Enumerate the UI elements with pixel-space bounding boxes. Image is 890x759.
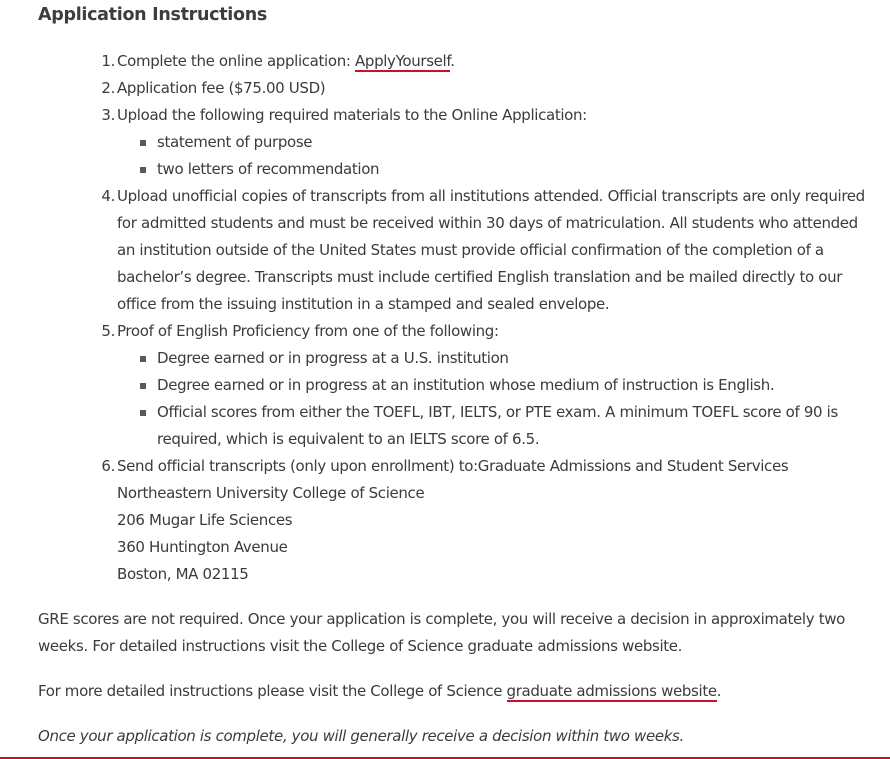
list-item (157, 129, 877, 156)
list-item-text: Degree earned or in progress at a U.S. institution (157, 349, 509, 367)
graduate-admissions-website-link[interactable]: graduate admissions website (506, 682, 717, 700)
list-item-step-5 (101, 318, 877, 453)
list-item-step-1 (101, 48, 877, 75)
list-item (157, 156, 877, 183)
english-proficiency-list (117, 345, 877, 453)
gre-note-paragraph: GRE scores are not required. Once your application is complete, you will receive a decision in approximately two weeks. For detailed instructions visit the College of Science graduate admissions website. (38, 610, 845, 655)
step-text: Send official transcripts (only upon enrollment) to:Graduate Admissions and Student Services (117, 457, 789, 475)
list-item (157, 345, 877, 372)
step-number: 2. (101, 79, 115, 97)
step-number: 3. (101, 106, 115, 124)
square-bullet-icon (140, 167, 146, 173)
step-number: 4. (101, 187, 115, 205)
paragraph-text: For more detailed instructions please visit the College of Science (38, 682, 507, 700)
step-text: Complete the online application: (117, 52, 355, 70)
page-title: Application Instructions (38, 5, 267, 25)
apply-yourself-link[interactable]: ApplyYourself (354, 52, 451, 70)
step-text: Upload the following required materials to the Online Application: (117, 106, 587, 124)
list-item-step-6 (101, 453, 877, 588)
square-bullet-icon (140, 140, 146, 146)
step-number: 1. (101, 52, 115, 70)
list-item-text: Degree earned or in progress at an institution whose medium of instruction is English. (157, 376, 775, 394)
required-materials-list (117, 129, 877, 183)
step-text: Proof of English Proficiency from one of the following: (117, 322, 499, 340)
square-bullet-icon (140, 410, 146, 416)
square-bullet-icon (140, 356, 146, 362)
address-line: 206 Mugar Life Sciences (117, 511, 293, 529)
list-item-text: statement of purpose (157, 133, 313, 151)
list-item-step-2 (101, 75, 877, 102)
step-number: 6. (101, 457, 115, 475)
step-text: Application fee ($75.00 USD) (117, 79, 326, 97)
address-line: Northeastern University College of Science (117, 484, 425, 502)
list-item-step-4 (101, 183, 877, 318)
step-number: 5. (101, 322, 115, 340)
paragraph-text-end: . (716, 682, 722, 700)
step-text-end: . (450, 52, 455, 70)
list-item-text: Official scores from either the TOEFL, IBT, IELTS, or PTE exam. A minimum TOEFL score of 90 is required, which is equivalent to an IELTS score of 6.5. (157, 403, 838, 448)
list-item (157, 399, 877, 453)
detailed-instructions-paragraph (38, 678, 858, 705)
list-item (157, 372, 877, 399)
address-line: 360 Huntington Avenue (117, 538, 288, 556)
list-item-text: two letters of recommendation (157, 160, 380, 178)
square-bullet-icon (140, 383, 146, 389)
mailing-address (117, 480, 877, 588)
address-line: Boston, MA 02115 (117, 565, 249, 583)
step-text: Upload unofficial copies of transcripts from all institutions attended. Official transcripts are only required for admitted students and must be received within 30 days of matriculation. All students who attended an institution outside of the United States must provide official confirmation of the completion of a bachelor’s degree. Transcripts must include certified English translation and be mailed directly to our office from the issuing institution in a stamped and sealed envelope. (117, 187, 865, 313)
decision-note-paragraph: Once your application is complete, you will generally receive a decision within two weeks. (38, 727, 684, 745)
instructions-list (101, 48, 877, 588)
list-item-step-3 (101, 102, 877, 183)
